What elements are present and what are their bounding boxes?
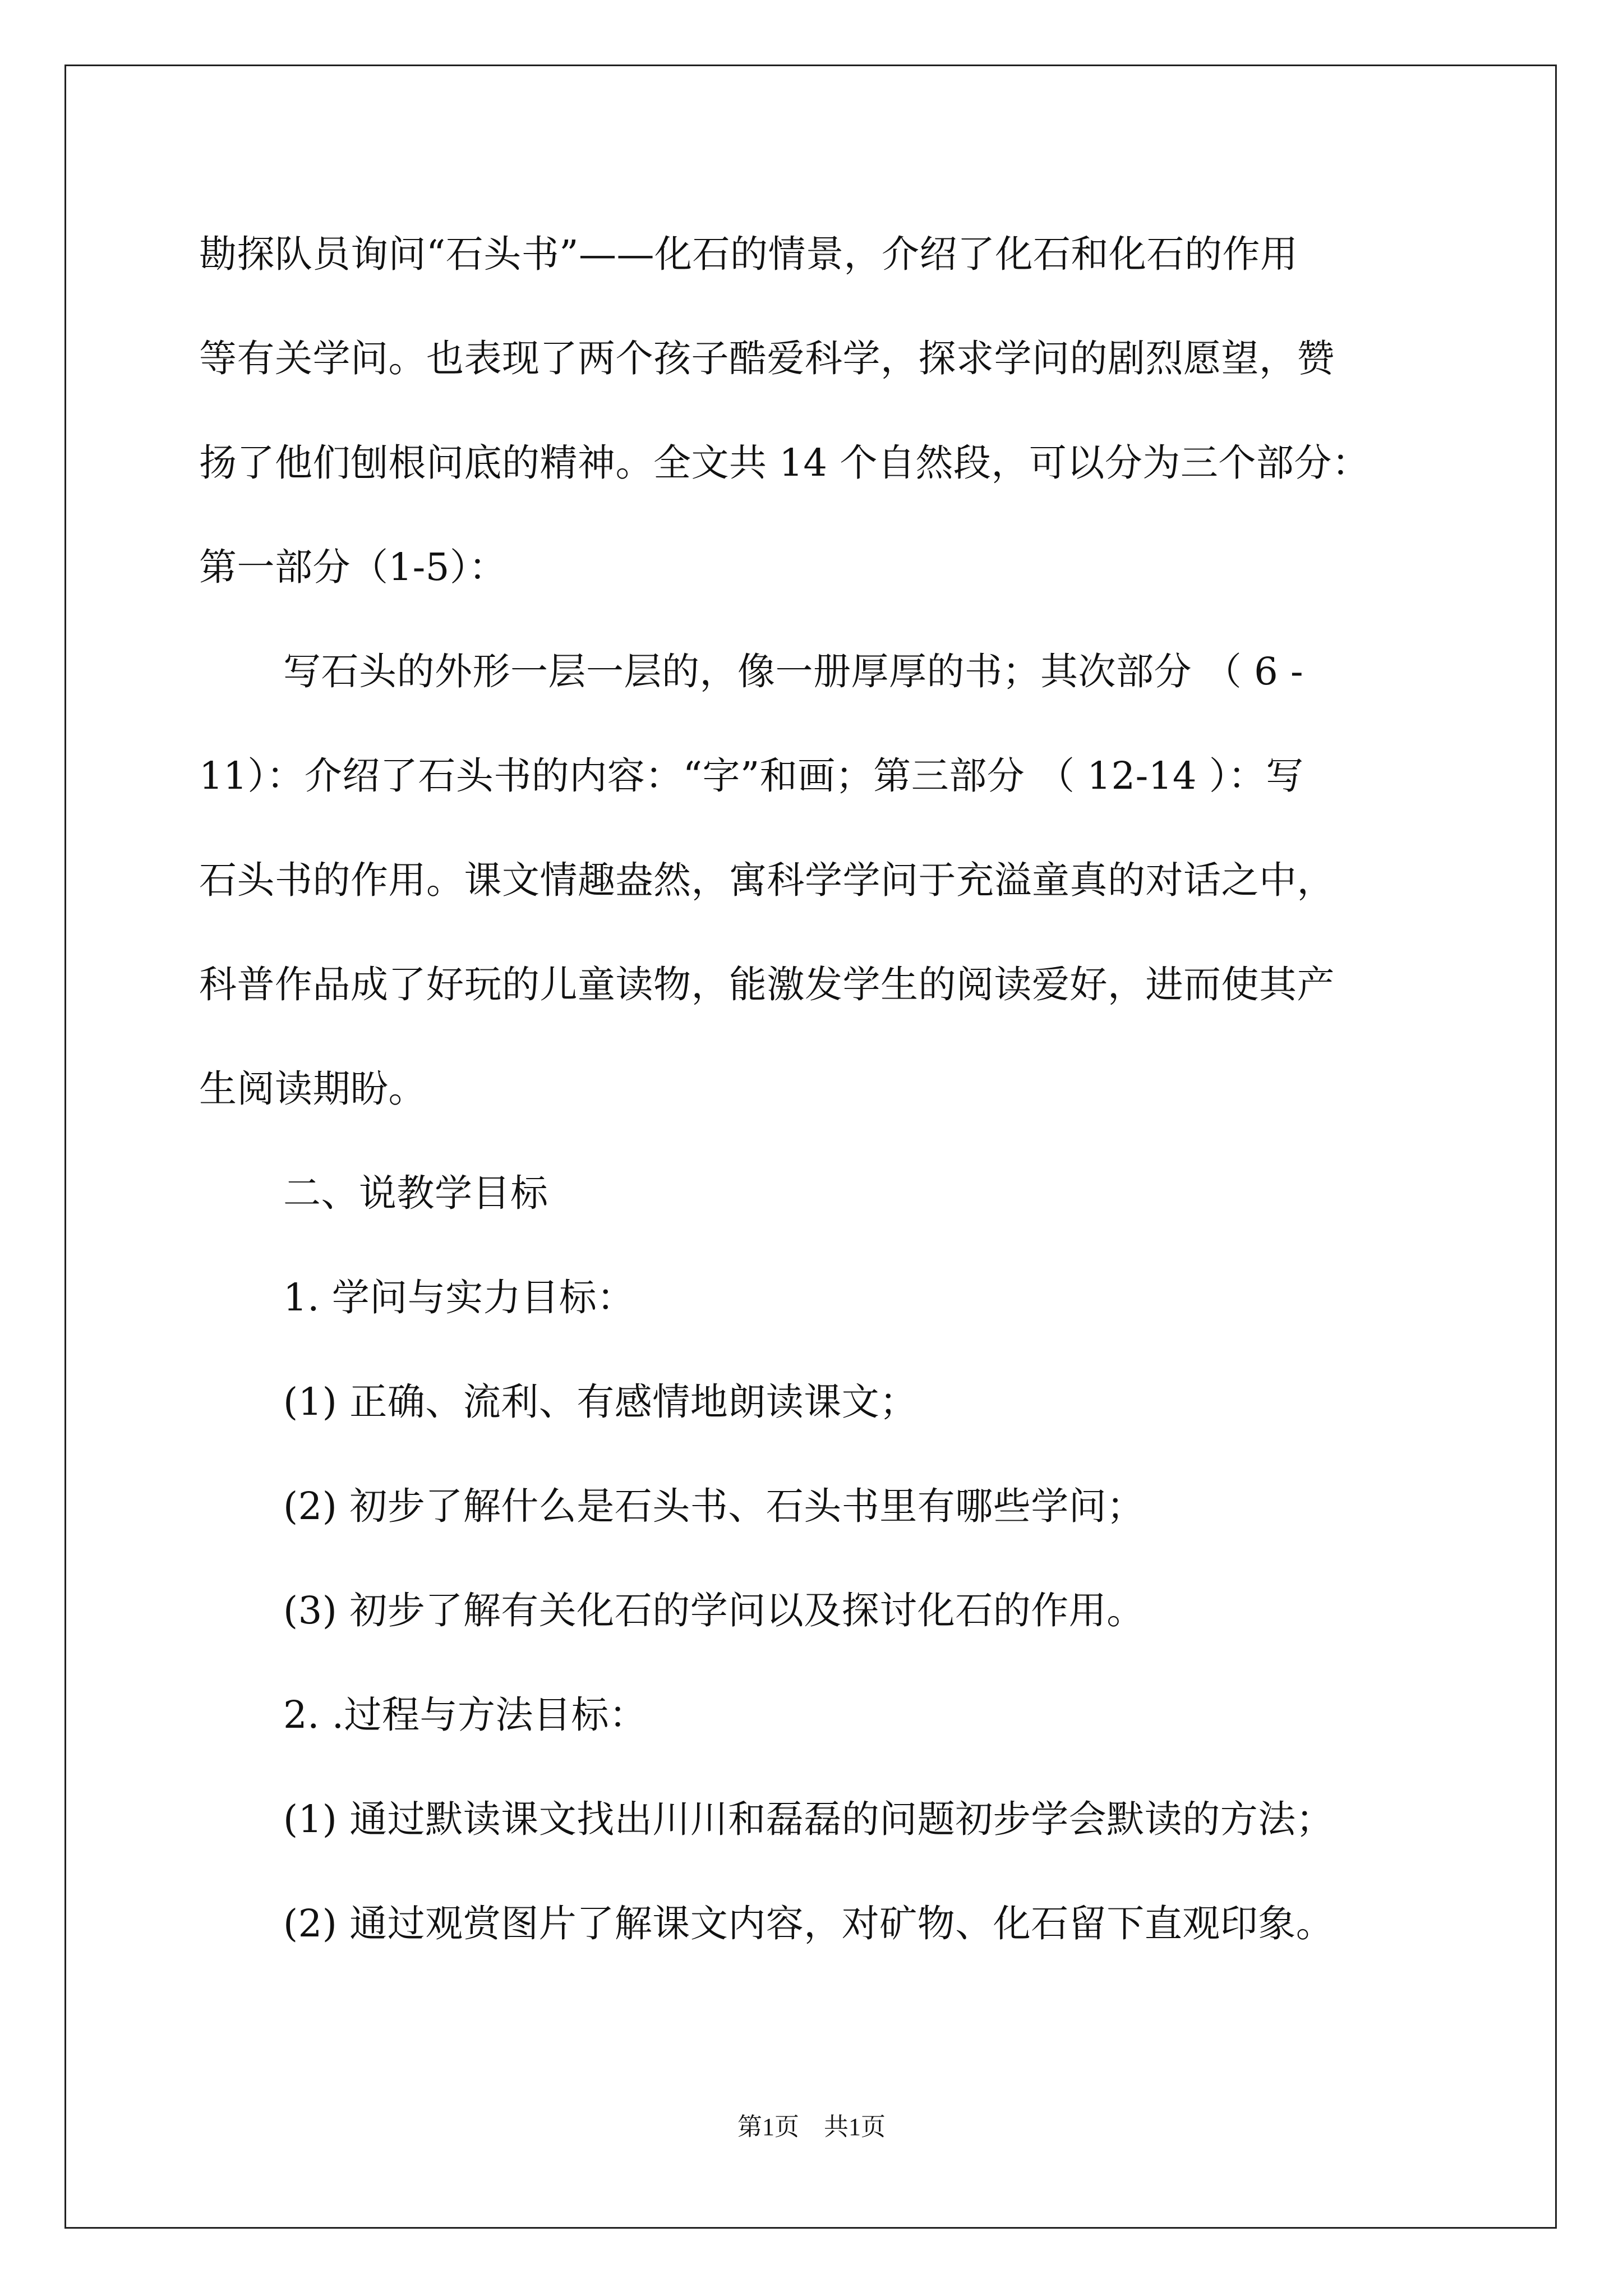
section-heading: 二、说教学目标 — [283, 1171, 548, 1215]
text-line: 石头书的作用。课文情趣盎然，寓科学学问于充溢童真的对话之中， — [199, 858, 1335, 902]
subsection-heading: 2. .过程与方法目标： — [283, 1693, 647, 1737]
list-item: (1) 正确、流利、有感情地朗读课文； — [283, 1380, 917, 1424]
subsection-heading: 1. 学问与实力目标： — [283, 1276, 635, 1319]
text-line: 生阅读期盼。 — [199, 1067, 426, 1111]
text-line: 扬了他们刨根问底的精神。全文共 14 个自然段，可以分为三个部分： — [199, 441, 1370, 485]
text-line: 写石头的外形一层一层的，像一册厚厚的书；其次部分 （ 6 - — [283, 650, 1304, 693]
list-item: (3) 初步了解有关化石的学问以及探讨化石的作用。 — [283, 1589, 1145, 1632]
text-line: 第一部分（1-5）： — [199, 545, 507, 589]
text-line: 11）：介绍了石头书的内容：“字”和画；第三部分 （ 12-14 ）：写 — [199, 754, 1304, 798]
text-line: 等有关学问。也表现了两个孩子酷爱科学，探求学问的剧烈愿望，赞 — [199, 337, 1335, 380]
text-line: 勘探队员询问“石头书”——化石的情景，介绍了化石和化石的作用 — [199, 232, 1298, 276]
list-item: (2) 通过观赏图片了解课文内容，对矿物、化石留下直观印象。 — [283, 1902, 1334, 1945]
list-item: (1) 通过默读课文找出川川和磊磊的问题初步学会默读的方法； — [283, 1797, 1334, 1841]
page-footer: 第1页 共1页 — [737, 2113, 886, 2141]
list-item: (2) 初步了解什么是石头书、石头书里有哪些学问； — [283, 1484, 1145, 1528]
text-line: 科普作品成了好玩的儿童读物，能激发学生的阅读爱好，进而使其产 — [199, 963, 1335, 1006]
